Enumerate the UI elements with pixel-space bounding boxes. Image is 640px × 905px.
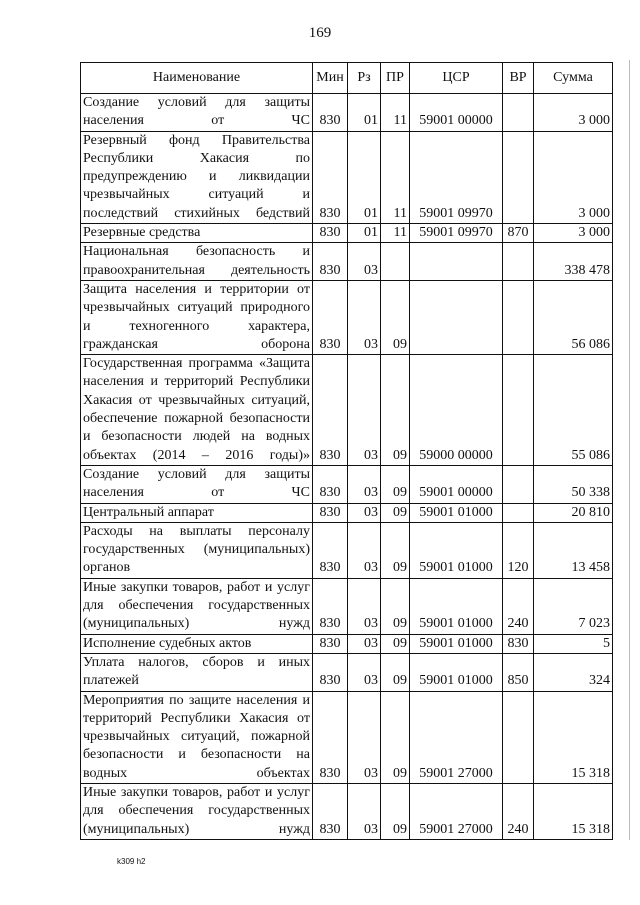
row-name: Иные закупки товаров, работ и услуг для обеспечения государственных (муниципальных) нужд: [81, 783, 313, 839]
table-row: [81, 503, 613, 522]
row-vr: 850: [503, 653, 534, 691]
row-sum: 55 086: [534, 355, 613, 466]
row-rz: 03: [348, 578, 381, 634]
row-csr: 59001 00000: [410, 94, 503, 132]
row-rz: 01: [348, 224, 381, 243]
row-rz: 03: [348, 465, 381, 503]
row-vr: [503, 94, 534, 132]
row-rz: 03: [348, 280, 381, 354]
row-sum: 324: [534, 653, 613, 691]
header-rz: Рз: [348, 63, 381, 94]
row-csr: 59001 09970: [410, 224, 503, 243]
row-min: 830: [313, 783, 348, 839]
row-name: Уплата налогов, сборов и иных платежей: [81, 653, 313, 691]
table-row: [81, 783, 613, 839]
table-header: [81, 63, 613, 94]
row-rz: 03: [348, 783, 381, 839]
row-csr: [410, 280, 503, 354]
row-rz: 01: [348, 131, 381, 223]
header-sum: Сумма: [534, 63, 613, 94]
row-vr: 870: [503, 224, 534, 243]
row-sum: 15 318: [534, 783, 613, 839]
row-sum: 3 000: [534, 224, 613, 243]
table-row: [81, 280, 613, 354]
row-min: 830: [313, 280, 348, 354]
header-csr: ЦСР: [410, 63, 503, 94]
row-rz: 03: [348, 634, 381, 653]
header-pr: ПР: [381, 63, 410, 94]
row-csr: 59001 27000: [410, 783, 503, 839]
table-row: [81, 465, 613, 503]
row-sum: 3 000: [534, 131, 613, 223]
row-sum: 7 023: [534, 578, 613, 634]
row-min: 830: [313, 131, 348, 223]
row-sum: 56 086: [534, 280, 613, 354]
row-pr: 09: [381, 355, 410, 466]
row-min: 830: [313, 522, 348, 578]
table-row: [81, 224, 613, 243]
row-csr: 59001 00000: [410, 465, 503, 503]
row-name: Резервный фонд Правительства Республики Хакасия по предупреждению и ликвидации чрезвычайных ситуаций и последствий стихийных бедствий: [81, 131, 313, 223]
row-vr: 240: [503, 783, 534, 839]
row-rz: 03: [348, 691, 381, 783]
row-name: Расходы на выплаты персоналу государственных (муниципальных) органов: [81, 522, 313, 578]
row-csr: 59000 00000: [410, 355, 503, 466]
row-csr: 59001 01000: [410, 503, 503, 522]
page-edge-divider: [629, 60, 630, 840]
row-csr: 59001 01000: [410, 634, 503, 653]
row-pr: 11: [381, 131, 410, 223]
row-name: Создание условий для защиты населения от ЧС: [81, 465, 313, 503]
table-row: [81, 653, 613, 691]
row-sum: 20 810: [534, 503, 613, 522]
row-pr: 09: [381, 578, 410, 634]
row-vr: 830: [503, 634, 534, 653]
row-pr: 09: [381, 653, 410, 691]
row-name: Резервные средства: [81, 224, 313, 243]
row-vr: 240: [503, 578, 534, 634]
row-min: 830: [313, 224, 348, 243]
row-min: 830: [313, 465, 348, 503]
row-pr: [381, 243, 410, 281]
row-name: Государственная программа «Защита населения и территорий Республики Хакасия от чрезвычайных ситуаций, обеспечение пожарной безопасности и безопасности людей на водных объектах (2014 – 2016 годы)»: [81, 355, 313, 466]
row-vr: 120: [503, 522, 534, 578]
row-min: 830: [313, 94, 348, 132]
row-vr: [503, 503, 534, 522]
row-pr: 09: [381, 691, 410, 783]
row-rz: 03: [348, 653, 381, 691]
row-min: 830: [313, 653, 348, 691]
row-name: Национальная безопасность и правоохранительная деятельность: [81, 243, 313, 281]
row-vr: [503, 465, 534, 503]
row-rz: 03: [348, 522, 381, 578]
table-row: [81, 243, 613, 281]
row-min: 830: [313, 691, 348, 783]
row-min: 830: [313, 503, 348, 522]
row-pr: 09: [381, 634, 410, 653]
row-pr: 11: [381, 224, 410, 243]
row-rz: 03: [348, 503, 381, 522]
row-sum: 338 478: [534, 243, 613, 281]
row-csr: [410, 243, 503, 281]
row-sum: 50 338: [534, 465, 613, 503]
row-pr: 09: [381, 522, 410, 578]
row-rz: 03: [348, 355, 381, 466]
table-row: [81, 634, 613, 653]
row-name: Исполнение судебных актов: [81, 634, 313, 653]
row-min: 830: [313, 355, 348, 466]
row-pr: 09: [381, 465, 410, 503]
header-min: Мин: [313, 63, 348, 94]
page-number: 169: [308, 25, 332, 41]
row-sum: 3 000: [534, 94, 613, 132]
row-sum: 15 318: [534, 691, 613, 783]
row-name: Центральный аппарат: [81, 503, 313, 522]
table-row: [81, 691, 613, 783]
row-vr: [503, 691, 534, 783]
row-sum: 13 458: [534, 522, 613, 578]
footer-code: k309 h2: [117, 857, 146, 866]
row-vr: [503, 243, 534, 281]
row-rz: 01: [348, 94, 381, 132]
table-row: [81, 522, 613, 578]
row-csr: 59001 27000: [410, 691, 503, 783]
table-row: [81, 355, 613, 466]
table-row: [81, 94, 613, 132]
row-csr: 59001 01000: [410, 653, 503, 691]
row-vr: [503, 280, 534, 354]
table-row: [81, 578, 613, 634]
row-csr: 59001 01000: [410, 578, 503, 634]
row-csr: 59001 01000: [410, 522, 503, 578]
row-rz: 03: [348, 243, 381, 281]
row-min: 830: [313, 578, 348, 634]
header-name: Наименование: [81, 63, 313, 94]
row-vr: [503, 131, 534, 223]
row-name: Защита населения и территории от чрезвычайных ситуаций природного и техногенного характера, гражданская оборона: [81, 280, 313, 354]
row-vr: [503, 355, 534, 466]
row-pr: 09: [381, 503, 410, 522]
row-name: Создание условий для защиты населения от ЧС: [81, 94, 313, 132]
row-min: 830: [313, 634, 348, 653]
table-row: [81, 131, 613, 223]
row-name: Иные закупки товаров, работ и услуг для обеспечения государственных (муниципальных) нужд: [81, 578, 313, 634]
header-vr: ВР: [503, 63, 534, 94]
row-min: 830: [313, 243, 348, 281]
row-sum: 5: [534, 634, 613, 653]
row-pr: 09: [381, 783, 410, 839]
row-pr: 11: [381, 94, 410, 132]
budget-table: [80, 62, 613, 840]
row-name: Мероприятия по защите населения и территорий Республики Хакасия от чрезвычайных ситуаций, пожарной безопасности и безопасности на водных объектах: [81, 691, 313, 783]
row-csr: 59001 09970: [410, 131, 503, 223]
row-pr: 09: [381, 280, 410, 354]
